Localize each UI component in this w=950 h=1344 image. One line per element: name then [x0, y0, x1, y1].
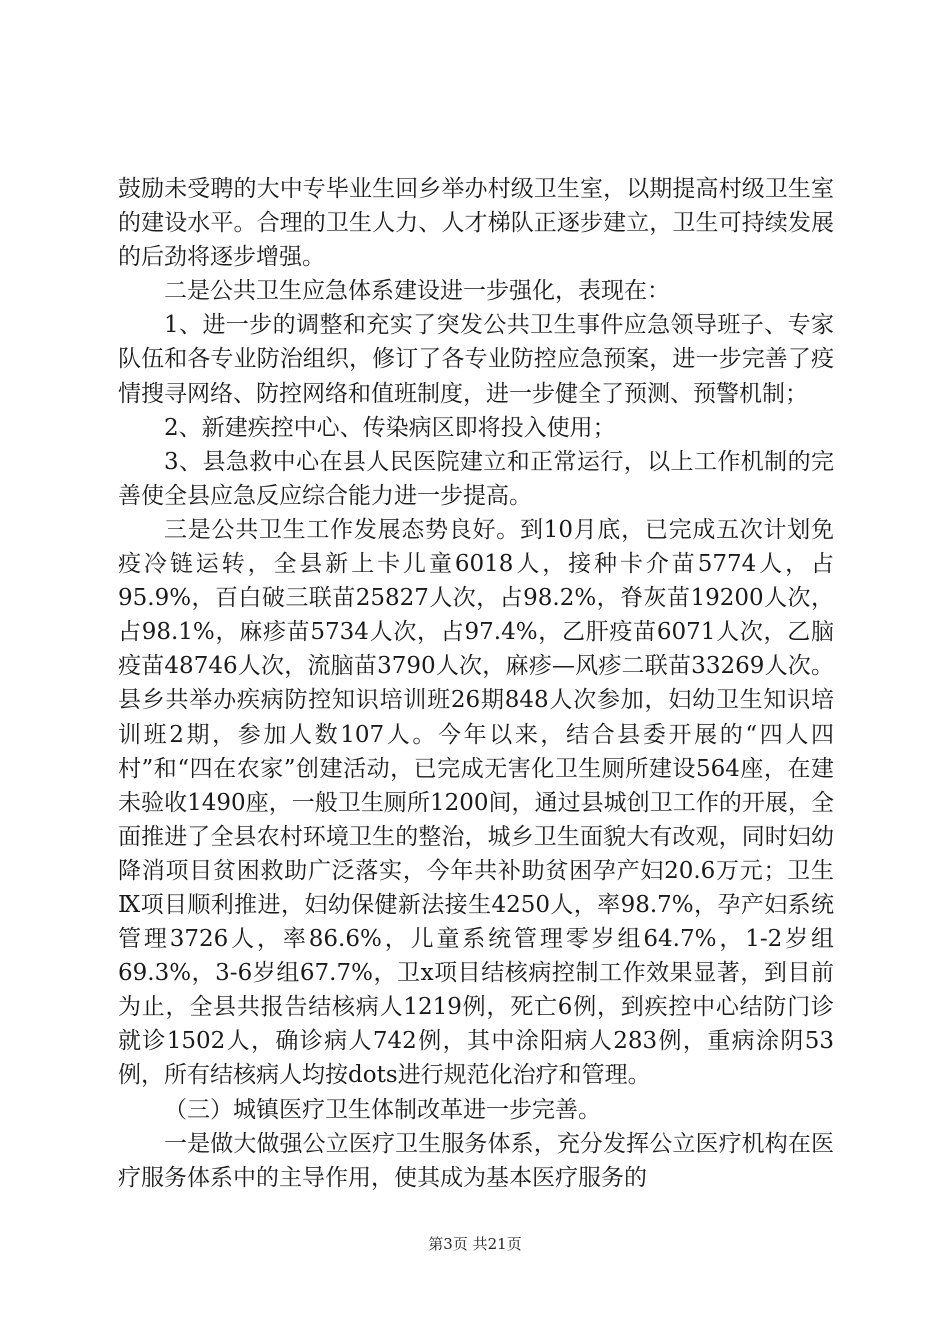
paragraph-item-3: 3、县急救中心在县人民医院建立和正常运行，以上工作机制的完善使全县应急反应综合能力进一步提高。: [118, 448, 834, 509]
paragraph-public-hospitals: 一是做大做强公立医疗卫生服务体系，充分发挥公立医疗机构在医疗服务体系中的主导作用，使其成为基本医疗服务的: [118, 1130, 834, 1191]
document-body: [118, 172, 834, 1195]
section-heading-3: （三）城镇医疗卫生体制改革进一步完善。: [164, 1096, 601, 1123]
paragraph-item-2: 2、新建疾控中心、传染病区即将投入使用；: [164, 414, 616, 441]
paragraph-emergency-system: 二是公共卫生应急体系建设进一步强化，表现在：: [164, 278, 670, 305]
paragraph-continuation: 鼓励未受聘的大中专毕业生回乡举办村级卫生室，以期提高村级卫生室的建设水平。合理的卫生人力、人才梯队正逐步建立，卫生可持续发展的后劲将逐步增强。: [118, 176, 834, 271]
paragraph-public-health: 三是公共卫生工作发展态势良好。到10月底，已完成五次计划免疫冷链运转，全县新上卡儿童6018人，接种卡介苗5774人，占95.9%，百白破三联苗25827人次，占98.2%，脊灰苗19200人次，占98.1%，麻疹苗5734人次，占97.4%，乙肝疫苗6071人次，乙脑疫苗48746人次，流脑苗3790人次，麻疹—风疹二联苗33269人次。县乡共举办疾病防控知识培训班26期848人次参加，妇幼卫生知识培训班2期，参加人数107人。今年以来，结合县委开展的“四人四村”和“四在农家”创建活动，已完成无害化卫生厕所建设564座，在建未验收1490座，一般卫生厕所1200间，通过县城创卫工作的开展，全面推进了全县农村环境卫生的整治，城乡卫生面貌大有改观，同时妇幼降消项目贫困救助广泛落实，今年共补助贫困孕产妇20.6万元；卫生Ⅸ项目顺利推进，妇幼保健新法接生4250人，率98.7%，孕产妇系统管理3726人，率86.6%，儿童系统管理零岁组64.7%，1-2岁组69.3%，3-6岁组67.7%，卫x项目结核病控制工作效果显著，到目前为止，全县共报告结核病人1219例，死亡6例，到疾控中心结防门诊就诊1502人，确诊病人742例，其中涂阳病人283例，重病涂阴53例，所有结核病人均按dots进行规范化治疗和管理。: [118, 516, 834, 1089]
paragraph-item-1: 1、进一步的调整和充实了突发公共卫生事件应急领导班子、专家队伍和各专业防治组织，修订了各专业防控应急预案，进一步完善了疫情搜寻网络、防控网络和值班制度，进一步健全了预测、预警机制；: [118, 312, 834, 407]
page-footer: 第3页 共21页: [428, 1235, 522, 1253]
